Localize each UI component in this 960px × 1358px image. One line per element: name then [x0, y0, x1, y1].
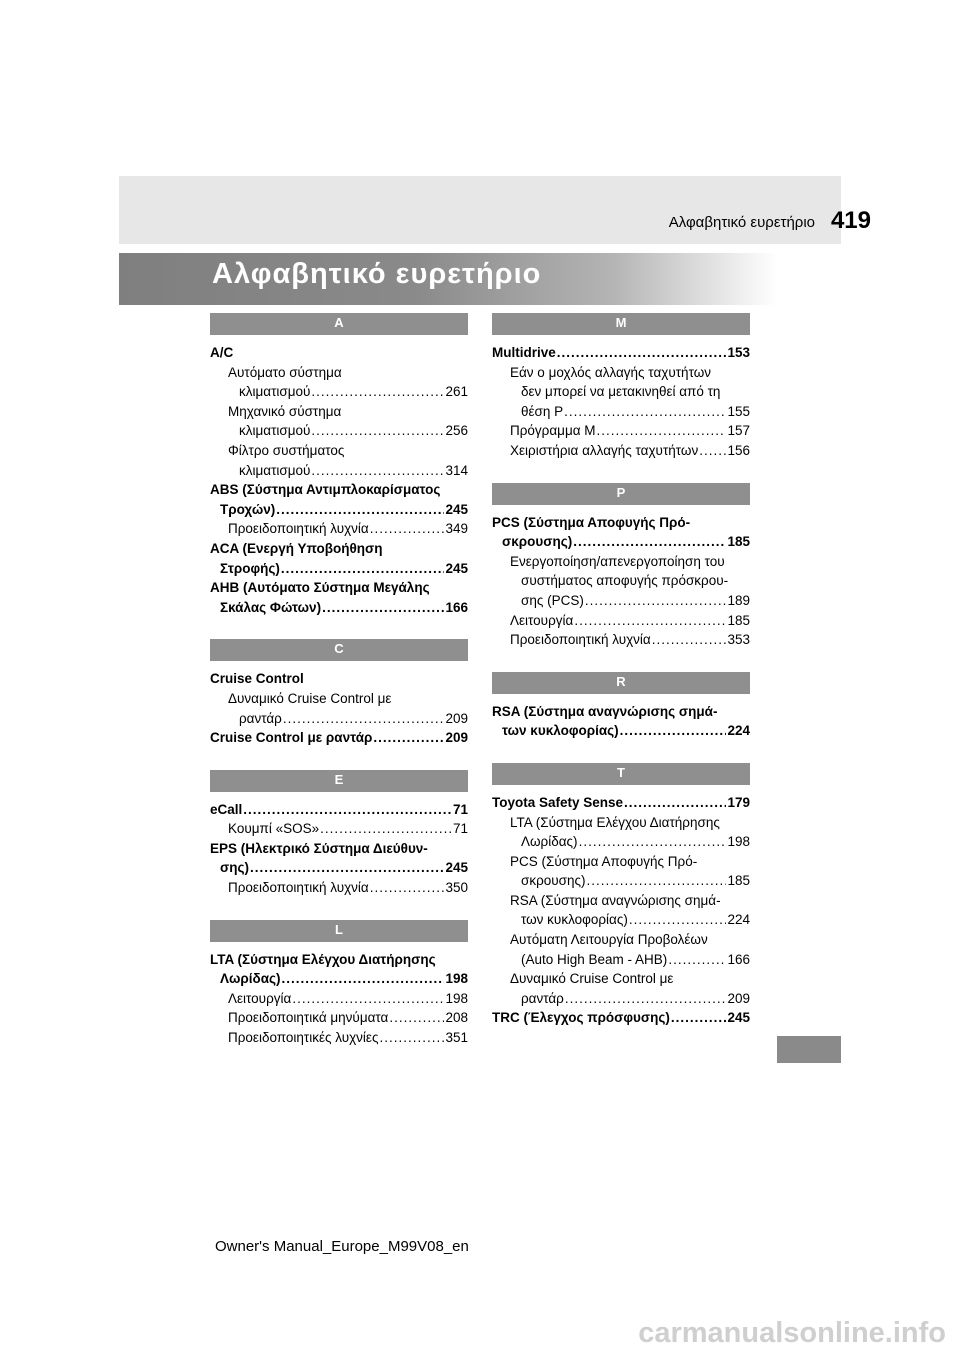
index-entry[interactable] [210, 480, 468, 519]
section-entries [492, 335, 750, 461]
entry-text: Multidrive [492, 345, 556, 360]
entry-page-number: 155 [727, 403, 750, 419]
section-gap [492, 461, 750, 483]
header-band [119, 176, 841, 244]
dot-leader [276, 500, 444, 520]
index-entry[interactable] [210, 839, 468, 878]
entry-page-number: 198 [727, 834, 750, 850]
entry-text: σκρουσης) [521, 873, 586, 889]
entry-page-number: 185 [727, 873, 750, 889]
index-entry[interactable] [492, 1008, 750, 1028]
entry-text: TRC (Έλεγχος πρόσφυσης) [492, 1010, 670, 1026]
dot-leader [624, 793, 726, 813]
entry-page-number: 166 [727, 951, 750, 967]
entry-page-number: 185 [727, 534, 750, 550]
entry-page-number: 71 [452, 801, 468, 817]
entry-text: Προειδοποιητική λυχνία [228, 521, 369, 537]
entry-text: σης (PCS) [521, 592, 584, 608]
entry-text: Toyota Safety Sense [492, 794, 624, 810]
index-entry[interactable] [210, 669, 468, 689]
entry-page-number: 157 [727, 423, 750, 439]
index-subentry[interactable] [210, 989, 468, 1009]
entry-page-number: 198 [445, 990, 468, 1006]
dot-leader [322, 598, 444, 618]
entry-text: των κυκλοφορίας) [502, 723, 619, 739]
section-letter-r: R [492, 672, 750, 694]
section-gap [210, 748, 468, 770]
entry-text: LTA (Σύστημα Ελέγχου Διατήρησης [210, 951, 436, 967]
index-entry[interactable] [210, 950, 468, 989]
entry-text: Cruise Control με ραντάρ [210, 730, 373, 746]
entry-text: ραντάρ [239, 710, 282, 726]
index-subentry[interactable] [210, 689, 468, 728]
entry-page-number: 245 [445, 501, 468, 517]
index-subentry[interactable] [492, 930, 750, 969]
entry-page-number: 261 [445, 384, 468, 400]
index-subentry[interactable] [210, 1028, 468, 1048]
entry-text: Λωρίδας) [521, 834, 578, 850]
entry-page-number: 209 [727, 990, 750, 1006]
entry-text: RSA (Σύστημα αναγνώρισης σημά- [492, 703, 718, 719]
index-entry[interactable] [210, 800, 468, 820]
entry-text: Δυναμικό Cruise Control με [510, 971, 674, 987]
entry-text: Προειδοποιητική λυχνία [510, 632, 651, 648]
dot-leader [587, 871, 727, 891]
entry-text: Προειδοποιητικά μηνύματα [228, 1010, 389, 1026]
index-subentry[interactable] [492, 363, 750, 422]
entry-text: EPS (Ηλεκτρικό Σύστημα Διεύθυν- [210, 840, 428, 856]
index-entry[interactable] [210, 343, 468, 363]
entry-text: PCS (Σύστημα Αποφυγής Πρό- [510, 853, 698, 869]
entry-page-number: 350 [445, 880, 468, 896]
entry-page-number: 153 [727, 345, 750, 360]
entry-text: κλιματισμού [239, 423, 311, 439]
entry-page-number: 245 [445, 560, 468, 576]
index-subentry[interactable] [492, 969, 750, 1008]
section-letter-t: T [492, 763, 750, 785]
entry-page-number: 179 [727, 794, 750, 810]
footer-text: Owner's Manual_Europe_M99V08_en [215, 1238, 469, 1255]
section-entries [210, 942, 468, 1048]
dot-leader [652, 630, 727, 650]
page-number: 419 [830, 207, 871, 234]
dot-leader [579, 832, 727, 852]
entry-text: σης) [220, 860, 249, 876]
page-title: Αλφαβητικό ευρετήριο [212, 258, 542, 290]
index-subentry[interactable] [492, 611, 750, 631]
index-entry[interactable] [492, 702, 750, 741]
entry-page-number: 353 [727, 632, 750, 648]
entry-text: σκρουσης) [502, 534, 573, 550]
index-subentry[interactable] [210, 363, 468, 402]
dot-leader [573, 532, 726, 552]
entry-text: Αυτόματο σύστημα [228, 364, 342, 380]
dot-leader [557, 343, 727, 363]
entry-text: LTA (Σύστημα Ελέγχου Διατήρησης [510, 814, 720, 830]
dot-leader [311, 382, 444, 402]
section-letter-a: A [210, 313, 468, 335]
entry-text: Δυναμικό Cruise Control με [228, 690, 392, 706]
section-letter-p: P [492, 483, 750, 505]
entry-text: κλιματισμού [239, 462, 311, 478]
entry-page-number: 198 [445, 971, 468, 987]
entry-text: (Auto High Beam - AHB) [521, 951, 668, 967]
dot-leader [597, 421, 727, 441]
dot-leader [574, 611, 726, 631]
section-entries [492, 505, 750, 650]
entry-page-number: 349 [445, 521, 468, 537]
dot-leader [629, 910, 727, 930]
entry-text: Μηχανικό σύστημα [228, 403, 342, 419]
running-header-title: Αλφαβητικό ευρετήριο [668, 214, 815, 231]
section-letter-c: C [210, 639, 468, 661]
entry-text: ραντάρ [521, 990, 564, 1006]
entry-text: AHB (Αυτόματο Σύστημα Μεγάλης [210, 580, 430, 596]
dot-leader [311, 421, 444, 441]
dot-leader [250, 858, 444, 878]
entry-text: PCS (Σύστημα Αποφυγής Πρό- [492, 514, 691, 530]
entry-page-number: 245 [727, 1010, 750, 1026]
entry-page-number: 189 [727, 592, 750, 608]
entry-text: Πρόγραμμα M [510, 423, 596, 439]
index-column-left [210, 313, 468, 1048]
section-letter-l: L [210, 920, 468, 942]
entry-text: Φίλτρο συστήματος [228, 442, 345, 458]
dot-leader [243, 800, 452, 820]
dot-leader [585, 591, 727, 611]
section-letter-e: E [210, 770, 468, 792]
section-entries [492, 694, 750, 741]
index-subentry[interactable] [492, 852, 750, 891]
section-letter-m: M [492, 313, 750, 335]
entry-text: Λωρίδας) [220, 971, 281, 987]
entry-text: των κυκλοφορίας) [521, 912, 628, 928]
entry-text: Λειτουργία [228, 990, 292, 1006]
entry-text: Στροφής) [220, 560, 280, 576]
entry-page-number: 351 [445, 1030, 468, 1046]
dot-leader [668, 950, 726, 970]
index-subentry[interactable] [492, 421, 750, 441]
entry-text: Χειριστήρια αλλαγής ταχυτήτων [510, 442, 699, 458]
section-gap [210, 898, 468, 920]
index-entry[interactable] [210, 728, 468, 748]
entry-page-number: 166 [445, 599, 468, 615]
entry-text: συστήματος αποφυγής πρόσκρου- [521, 573, 729, 589]
dot-leader [699, 441, 726, 461]
entry-text: Εάν ο μοχλός αλλαγής ταχυτήτων [510, 364, 711, 380]
entry-text: Λειτουργία [510, 612, 574, 628]
entry-text: Σκάλας Φώτων) [220, 599, 322, 615]
dot-leader [373, 728, 444, 748]
index-subentry[interactable] [210, 402, 468, 441]
entry-text: δεν μπορεί να μετακινηθεί από τη [521, 384, 721, 400]
entry-text: Τροχών) [220, 501, 276, 517]
index-subentry[interactable] [492, 891, 750, 930]
dot-leader [389, 1008, 444, 1028]
entry-page-number: 185 [727, 612, 750, 628]
section-entries [492, 785, 750, 1028]
watermark: carmanualsonline.info [638, 1317, 946, 1349]
entry-text: κλιματισμού [239, 384, 311, 400]
dot-leader [283, 709, 445, 729]
index-subentry[interactable] [492, 813, 750, 852]
dot-leader [292, 989, 444, 1009]
entry-text: Αυτόματη Λειτουργία Προβολέων [510, 932, 708, 948]
index-subentry[interactable] [210, 819, 468, 839]
entry-text: Προειδοποιητική λυχνία [228, 880, 369, 896]
index-entry[interactable] [210, 539, 468, 578]
index-side-tab [777, 1036, 841, 1063]
dot-leader [565, 989, 727, 1009]
entry-page-number: 156 [727, 442, 750, 458]
index-entry[interactable] [492, 793, 750, 813]
index-subentry[interactable] [492, 441, 750, 461]
dot-leader [620, 721, 727, 741]
section-gap [210, 617, 468, 639]
entry-text: A/C [210, 345, 234, 360]
entry-text: ABS (Σύστημα Αντιμπλοκαρίσματος [210, 482, 441, 498]
dot-leader [282, 969, 445, 989]
section-gap [492, 650, 750, 672]
entry-text: Cruise Control [210, 671, 304, 687]
entry-text: θέση P [521, 403, 564, 419]
index-subentry[interactable] [210, 441, 468, 480]
entry-text: eCall [210, 801, 243, 817]
entry-text: Προειδοποιητικές λυχνίες [228, 1030, 379, 1046]
entry-page-number: 224 [727, 912, 750, 928]
section-entries [210, 335, 468, 617]
index-entry[interactable] [210, 578, 468, 617]
dot-leader [564, 402, 726, 422]
dot-leader [320, 819, 452, 839]
index-subentry[interactable] [210, 519, 468, 539]
entry-page-number: 256 [445, 423, 468, 439]
section-entries [210, 792, 468, 898]
entry-text: Κουμπί «SOS» [228, 821, 320, 837]
entry-page-number: 224 [727, 723, 750, 739]
dot-leader [311, 461, 444, 481]
dot-leader [370, 878, 445, 898]
index-column-right [492, 313, 750, 1028]
entry-page-number: 314 [445, 462, 468, 478]
entry-text: ACA (Ενεργή Υποβοήθηση [210, 540, 383, 556]
entry-page-number: 209 [445, 730, 468, 746]
index-entry[interactable] [492, 343, 750, 363]
dot-leader [671, 1008, 727, 1028]
dot-leader [370, 519, 445, 539]
index-entry[interactable] [492, 513, 750, 552]
entry-text: RSA (Σύστημα αναγνώρισης σημά- [510, 892, 721, 908]
entry-page-number: 208 [445, 1010, 468, 1026]
index-subentry[interactable] [492, 630, 750, 650]
entry-page-number: 71 [452, 821, 468, 837]
index-subentry[interactable] [210, 1008, 468, 1028]
index-subentry[interactable] [210, 878, 468, 898]
dot-leader [281, 559, 445, 579]
dot-leader [379, 1028, 444, 1048]
section-entries [210, 661, 468, 747]
index-subentry[interactable] [492, 552, 750, 611]
entry-page-number: 245 [445, 860, 468, 876]
section-gap [492, 741, 750, 763]
entry-page-number: 209 [445, 710, 468, 726]
entry-text: Ενεργοποίηση/απενεργοποίηση του [510, 553, 725, 569]
